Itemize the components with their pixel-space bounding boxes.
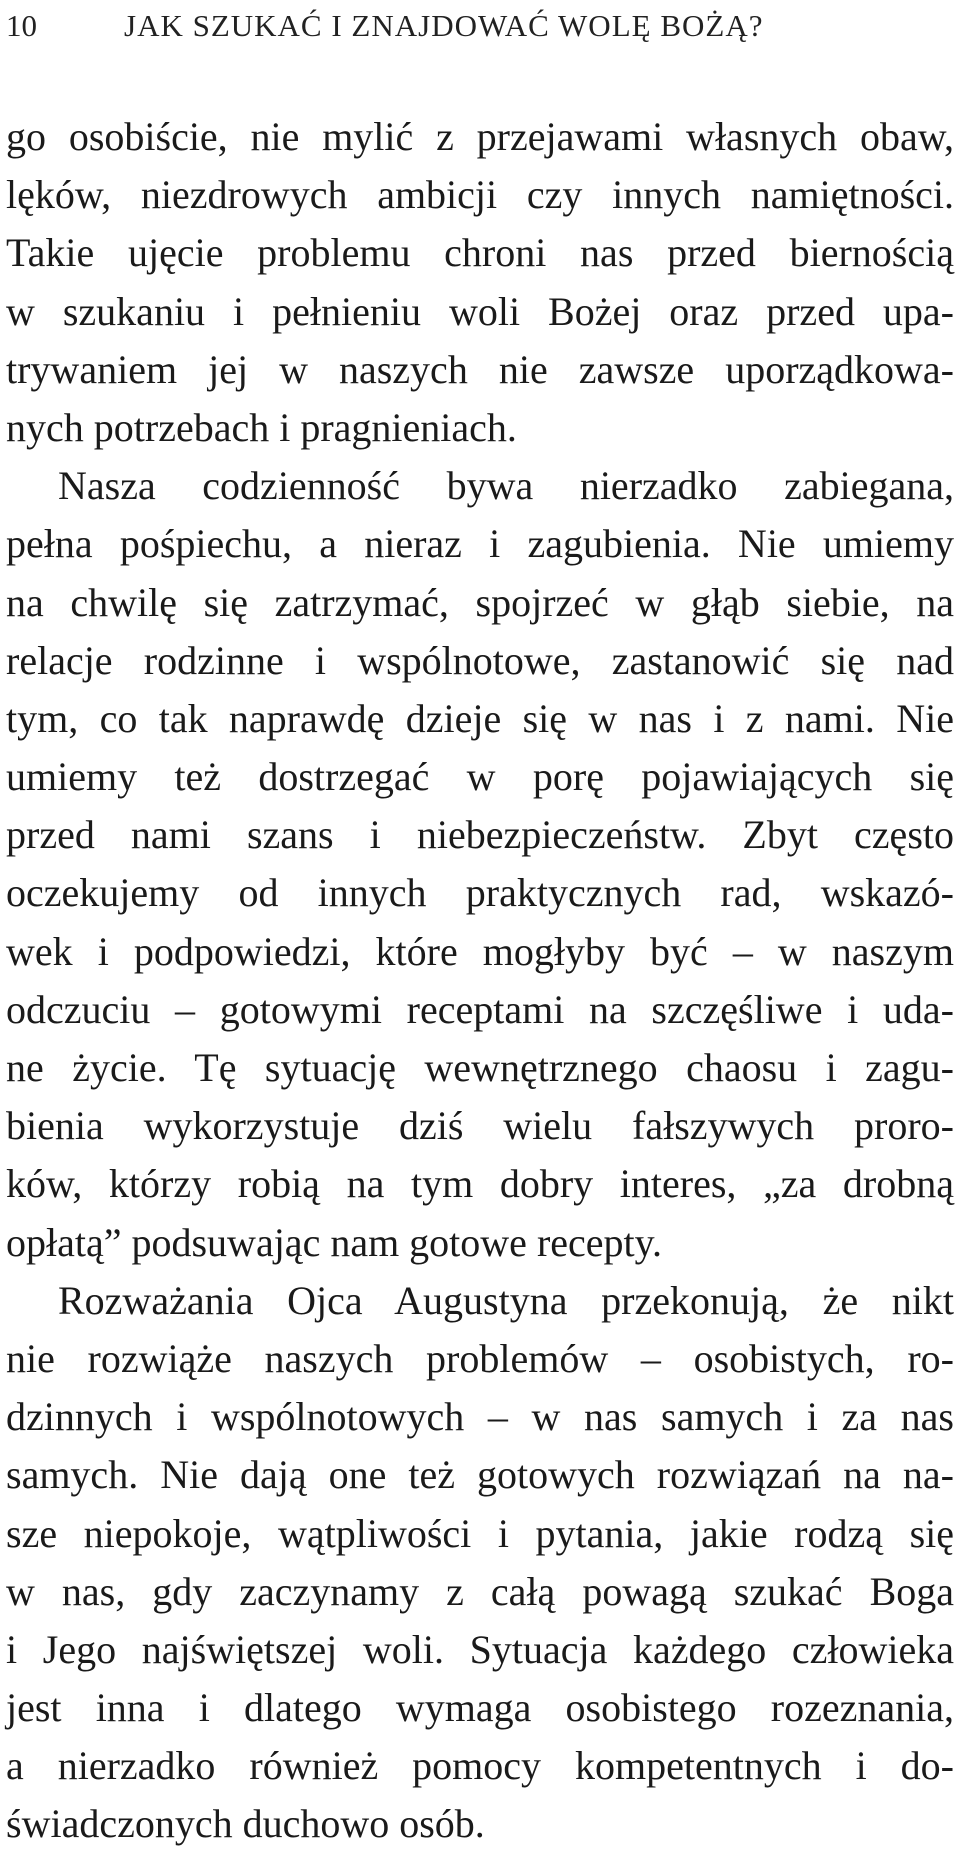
running-title: JAK SZUKAĆ I ZNAJDOWAĆ WOLĘ BOŻĄ? — [124, 8, 764, 43]
paragraph-first-line: Rozważania Ojca Augustyna przekonują, że nikt — [58, 1277, 954, 1323]
text-line: i Jego najświętszej woli. Sytuacja każdego człowieka — [6, 1626, 954, 1672]
text-line: sze niepokoje, wątpliwości i pytania, jakie rodzą się — [6, 1510, 954, 1556]
text-line: trywaniem jej w naszych nie zawsze uporządkowa- — [6, 346, 954, 392]
text-line: nie rozwiąże naszych problemów – osobistych, ro- — [6, 1335, 954, 1381]
text-line: jest inna i dlatego wymaga osobistego rozeznania, — [6, 1685, 954, 1731]
text-line: tym, co tak naprawdę dzieje się w nas i z nami. Nie — [6, 695, 954, 741]
text-line: świadczonych duchowo osób. — [6, 1801, 485, 1847]
text-line: a nierzadko również pomocy kompetentnych i do- — [6, 1743, 954, 1789]
text-line: w nas, gdy zaczynamy z całą powagą szukać Boga — [6, 1568, 954, 1614]
running-head — [0, 6, 960, 46]
text-line: opłatą” podsuwając nam gotowe recepty. — [6, 1219, 663, 1265]
text-line: relacje rodzinne i wspólnotowe, zastanowić się nad — [6, 637, 954, 683]
text-line: odczuciu – gotowymi receptami na szczęśliwe i uda- — [6, 986, 954, 1032]
text-line: na chwilę się zatrzymać, spojrzeć w głąb siebie, na — [6, 579, 954, 625]
text-line: oczekujemy od innych praktycznych rad, wskazó- — [6, 870, 954, 916]
text-line: lęków, niezdrowych ambicji czy innych namiętności. — [6, 172, 954, 218]
text-line: pełna pośpiechu, a nieraz i zagubienia. Nie umiemy — [6, 521, 954, 567]
text-line: przed nami szans i niebezpieczeństw. Zbyt często — [6, 812, 954, 858]
text-line: bienia wykorzystuje dziś wielu fałszywych proro- — [6, 1103, 954, 1149]
text-line: wek i podpowiedzi, które mogłyby być – w naszym — [6, 928, 954, 974]
text-line: ne życie. Tę sytuację wewnętrznego chaosu i zagu- — [6, 1045, 954, 1090]
body-text — [6, 108, 954, 1854]
text-line: Takie ujęcie problemu chroni nas przed biernością — [6, 230, 954, 276]
text-line: ków, którzy robią na tym dobry interes, „za drobną — [6, 1161, 954, 1207]
text-line: umiemy też dostrzegać w porę pojawiających się — [6, 754, 954, 800]
text-line: samych. Nie dają one też gotowych rozwiązań na na- — [6, 1452, 954, 1498]
text-line: dzinnych i wspólnotowych – w nas samych i za nas — [6, 1394, 954, 1440]
text-line: go osobiście, nie mylić z przejawami własnych obaw, — [6, 114, 954, 159]
page-number: 10 — [6, 8, 37, 43]
text-line: nych potrzebach i pragnieniach. — [6, 404, 517, 450]
text-line: w szukaniu i pełnieniu woli Bożej oraz przed upa- — [6, 288, 954, 334]
paragraph-first-line: Nasza codzienność bywa nierzadko zabiegana, — [58, 463, 954, 509]
